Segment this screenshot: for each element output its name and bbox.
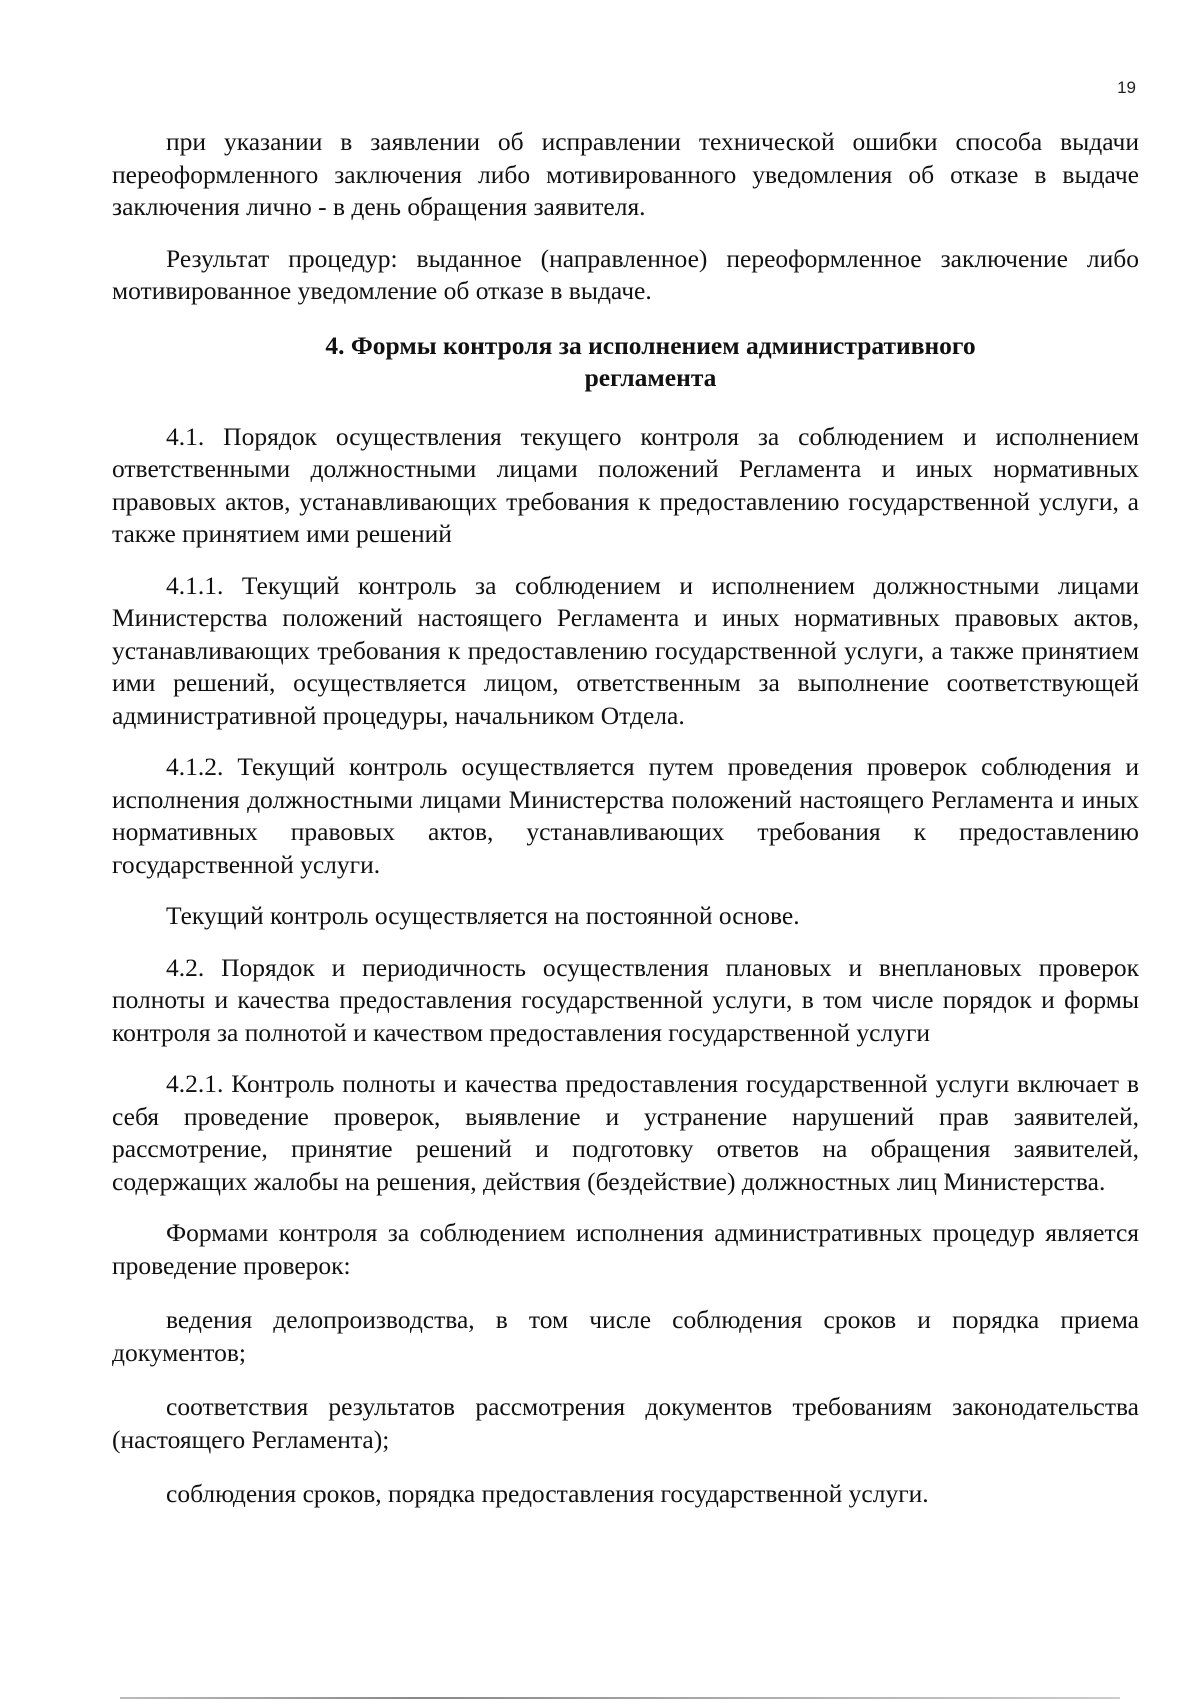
paragraph: Текущий контроль осуществляется на постоянной основе. — [166, 901, 800, 930]
paragraph: при указании в заявлении об исправлении технической ошибки способа выдачи переоформленного заключения либо мотивированного уведомления об отказе в выдаче заключения лично - в день обращения заявителя. — [112, 127, 1139, 221]
paragraph: Результат процедур: выданное (направленное) переоформленное заключение либо мотивированное уведомление об отказе в выдаче. — [112, 243, 1139, 305]
paragraph: 4.1.2. Текущий контроль осуществляется путем проведения проверок соблюдения и исполнения должностными лицами Министерства положений настоящего Регламента и иных нормативных правовых актов, устанавливающих требования к предоставлению государственной услуги. — [112, 752, 1139, 879]
paragraph: 4.2.1. Контроль полноты и качества предоставления государственной услуги включает в себя проведение проверок, выявление и устранение нарушений прав заявителей, рассмотрение, принятие решений и подготовку ответов на обращения заявителей, содержащих жалобы на решения, действия (бездействие) должностных лиц Министерства. — [112, 1069, 1139, 1196]
scan-bottom-edge — [120, 1697, 1120, 1699]
paragraph: соблюдения сроков, порядка предоставления государственной услуги. — [166, 1479, 929, 1508]
page-number: 19 — [1117, 78, 1136, 97]
paragraph: 4.1. Порядок осуществления текущего контроля за соблюдением и исполнением ответственными должностными лицами положений Регламента и иных нормативных правовых актов, устанавливающих требования к предоставлению государственной услуги, а также принятием ими решений — [112, 421, 1139, 548]
paragraph: ведения делопроизводства, в том числе соблюдения сроков и порядка приема документов; — [112, 1305, 1139, 1367]
paragraph: соответствия результатов рассмотрения документов требованиям законодательства (настоящего Регламента); — [112, 1392, 1139, 1454]
paragraph: Формами контроля за соблюдением исполнения административных процедур является проведение проверок: — [112, 1218, 1139, 1280]
document-body — [112, 126, 1139, 1530]
paragraph: 4.2. Порядок и периодичность осуществления плановых и внеплановых проверок полноты и качества предоставления государственной услуги, в том числе порядок и формы контроля за полнотой и качеством предоставления государственной услуги — [112, 952, 1139, 1047]
section-title: 4. Формы контроля за исполнением административного регламента — [325, 330, 976, 392]
paragraph: 4.1.1. Текущий контроль за соблюдением и исполнением должностными лицами Министерства положений настоящего Регламента и иных нормативных правовых актов, устанавливающих требования к предоставлению государственной услуги, а также принятием ими решений, осуществляется лицом, ответственным за выполнение соответствующей административной процедуры, начальником Отдела. — [112, 570, 1139, 730]
